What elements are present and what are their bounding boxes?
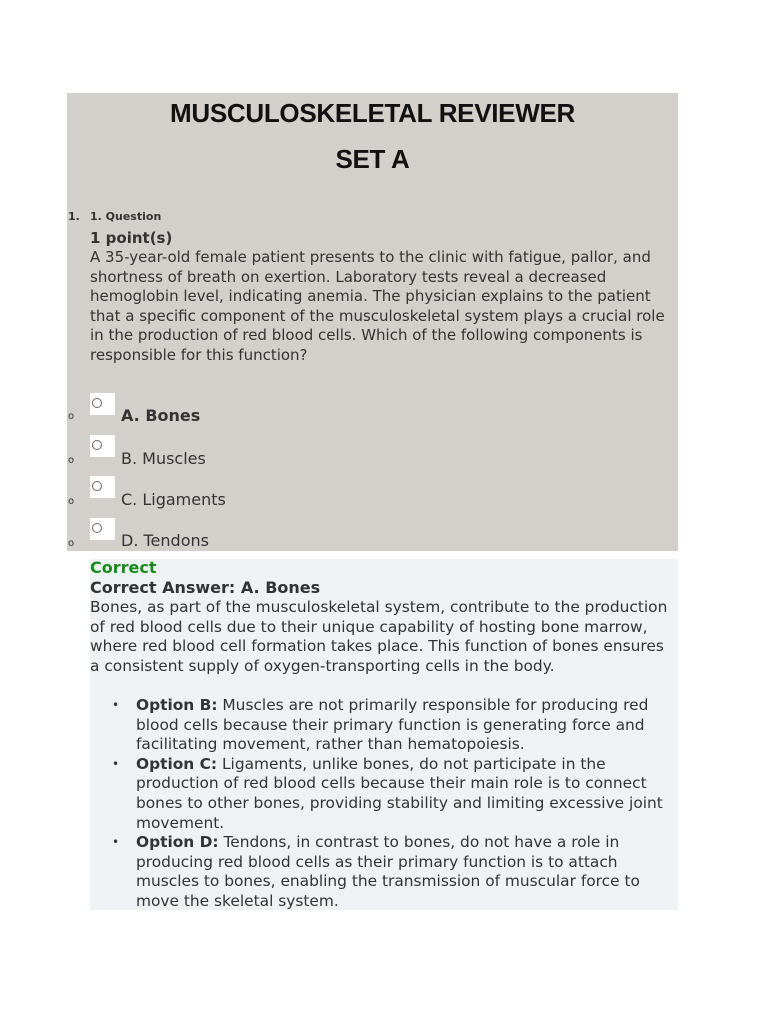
question-heading: 1. Question (90, 210, 162, 223)
option-bullet: o (68, 455, 75, 466)
radio-icon (92, 481, 102, 491)
option-c-explanation: Ligaments, unlike bones, do not participate in the production of red blood cells because their main role is to connect bones to other bones, providing stability and limiting excessive joint movement. (136, 754, 663, 832)
option-b-explanation: Muscles are not primarily responsible for producing red blood cells because their primary function is generating force and facilitating movement, rather than hematopoiesis. (136, 696, 649, 754)
option-b-tag: Option B: (136, 696, 218, 714)
option-bullet: o (68, 496, 75, 507)
document-subtitle: SET A (335, 144, 410, 174)
list-item (112, 833, 678, 911)
question-number: 1. (68, 210, 80, 223)
option-c-tag: Option C: (136, 754, 218, 773)
radio-icon (92, 398, 102, 408)
option-bullet: o (68, 538, 75, 549)
question-text: A 35-year-old female patient presents to the clinic with fatigue, pallor, and shortness of breath on exertion. Laboratory tests reveal a decreased hemoglobin level, indicating anemia. The physician explains to the patient that a specific component of the musculoskeletal system plays a crucial role in the production of red blood cells. Which of the following components is responsible for this function? (90, 248, 665, 364)
result-status: Correct (90, 558, 157, 577)
list-item (112, 696, 678, 755)
option-a-label[interactable]: A. Bones (121, 406, 201, 425)
option-b-radio[interactable] (90, 435, 115, 457)
other-options-list (112, 696, 678, 912)
option-d-label[interactable]: D. Tendons (121, 531, 209, 550)
radio-icon (92, 440, 102, 450)
option-b-label[interactable]: B. Muscles (121, 449, 206, 468)
correct-answer-heading: Correct Answer: A. Bones (90, 578, 321, 597)
answer-explanation: Bones, as part of the musculoskeletal system, contribute to the production of red blood cells due to their unique capability of hosting bone marrow, where red blood cell formation takes place. This function of bones ensures a consistent supply of oxygen-transporting cells in the body. (90, 598, 668, 675)
list-item (112, 755, 678, 833)
option-bullet: o (68, 411, 75, 422)
radio-icon (92, 523, 102, 533)
question-body (90, 228, 678, 370)
option-c-label[interactable]: C. Ligaments (121, 490, 226, 509)
option-d-radio[interactable] (90, 518, 115, 540)
option-d-tag: Option D: (136, 833, 219, 852)
question-points: 1 point(s) (90, 229, 173, 247)
option-d-explanation: Tendons, in contrast to bones, do not have a role in producing red blood cells as their primary function is to attach muscles to bones, enabling the transmission of muscular force to move the skeletal system. (136, 833, 640, 910)
document-title: MUSCULOSKELETAL REVIEWER (170, 98, 575, 128)
option-a-radio[interactable] (90, 393, 115, 415)
option-c-radio[interactable] (90, 476, 115, 498)
